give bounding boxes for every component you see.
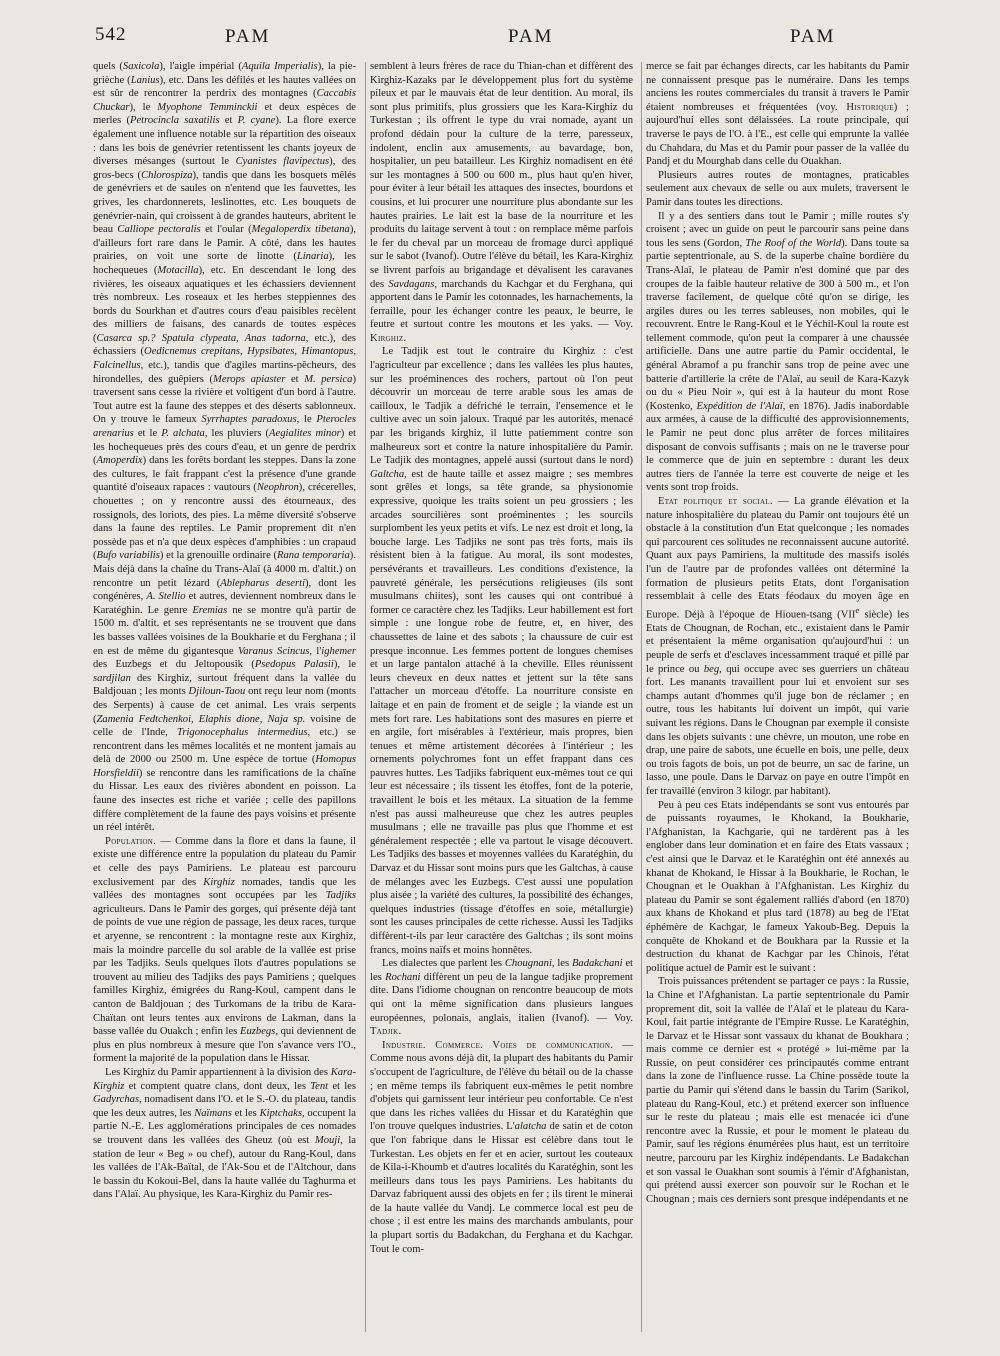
paragraph: Le Tadjik est tout le contraire du Kirghiz : c'est l'agriculteur par excellence ; dans les vallées les plus hautes, sur les proéminences des rochers, partout où l'on peut découvrir un morceau de terre arable sous les amas de cailloux, le Tadjik a défriché le terrain, l'ensemence et le cultive avec un soin jaloux. Traqué par les autorités, menacé par les brigands kirghiz, il lutte patiemment contre son malheureux sort et contre la nature inhospitalière du Pamir. Le Tadjik des montagnes, appelé aussi (surtout dans le nord) Galtcha, est de haute taille et assez maigre ; ses membres sont grêles et longs, sa tête grande, sa physionomie expressive, quoique les traits soient un peu grossiers ; les arcades sourcilières sont proéminentes ; les sourcils surplombent les yeux petits et vifs. Le nez est droit et long, la bouche large. Les Tadjiks ne sont pas très forts, mais ils résistent bien à la fatigue. Au moral, ils sont modestes, persévérants et travailleurs. Les conditions d'existence, la pauvreté générale, les persécutions religieuses (ils sont musulmans chiites), sont les causes qui ont contribué à former ce caractère chez les Tadjiks. Leur habillement est fort simple : une longue robe de feutre, et, en hiver, des chaussettes de laine et des sabots ; la chaussure de cuir est presque inconnue. Les femmes portent de longues chemises et un large pantalon attaché à la cheville. Elles réunissent leurs cheveux en deux nattes et jettent sur la tête sans l'attacher un morceau d'étoffe. La nourriture consiste en laitage et en pain de froment et de seigle ; la viande est un mets fort rare. Les habitations sont des masures en pierre et en argile, fort misérables à l'extérieur, mais propres, bien tenues et même artistement décorées à l'intérieur ; les ornements polychromes font un effet frappant dans ces pauvres huttes. Les Tadjiks fabriquent eux-mêmes tout ce qui leur est nécessaire ; ils tissent les étoffes, font de la poterie, travaillent le bois et les métaux. La situation de la femme n'est pas aussi malheureuse que chez les autres peuples musulmans ; elle ne travaille pas plus que l'homme et est généralement respectée ; elle va partout le visage découvert. Les Tadjiks des basses et moyennes vallées du Karatéghin, du Darvaz et du Hissar sont moins purs que les Galtchas, à cause de mélanges avec les Euzbegs. C'est aussi une population plus aisée ; la variété des cultures, la possibilité des échanges, quelques industries (tissage d'étoffes en soie, métallurgie) sont les causes principales de cette richesse. Aussi les Tadjiks diffèrent-t-ils par leur caractère des Galtchas ; ils sont moins francs, moins naïfs et moins honnêtes.	[370, 346, 633, 956]
paragraph: Les Kirghiz du Pamir appartiennent à la division des Kara-Kirghiz et comptent quatre clans, dont deux, les Tent et les Gadyrchas, nomadisent dans l'O. et le S.-O. du plateau, tandis que les deux autres, les Naïmans et les Kiptchaks, occupent la partie N.-E. Les agglomérations principales de ces nomades se trouvent dans les vallées des Gheuz (où est Mouji, la station de leur « Beg » ou chef), autour du Rang-Koul, dans les vallées de l'Ak-Baïtal, de l'Ak-Sou et de l'Altchour, dans le bassin du Kokoui-Bel, dans la haute vallée du Taghurma et dans l'Alaï. Au physique, les Kara-Kirghiz du Pamir res-	[93, 1066, 356, 1201]
paragraph: Etat politique et social. — La grande élévation et la nature inhospitalière du plateau du Pamir ont toujours été un obstacle à la constitution d'un Etat quelconque ; les nomades qui parcourent ces solitudes ne reconnaissent aucune autorité. Quant aux pays Pamiriens, la multitude des massifs isolés l'un de l'autre par de profondes vallées ont déterminé la formation de plusieurs petits Etats, dont l'organisation ressemblait à celle des Etats féodaux du moyen âge en Europe. Déjà à l'époque de Hiouen-tsang (VIIe siècle) les Etats de Chougnan, de Rochan, etc., existaient dans le Pamir et présentaient la même organisation qu'aujourd'hui : un peuple de serfs et d'esclaves incessamment traqué et pillé par le prince ou beg, qui occupe avec ses guerriers un château fort. Les manants travaillent pour lui et envoient sur ses champs autant d'hommes qu'il juge bon de réclamer ; en outre, tous les habitants lui doivent un impôt, qui varie suivant les régions. Dans le Chougnan par exemple il consiste dans les objets suivants : une chèvre, un mouton, une robe en drap, une paire de sabots, une écuelle en bois, une pelle, deux ou trois fagots de bois, un pot de beurre, un sac de farine, un lasso, une poule. Dans le Darvaz on paye en outre l'impôt en fer travaillé (environ 3 kilogr. par habitant).	[646, 496, 909, 797]
paragraph: merce se fait par échanges directs, car les habitants du Pamir ne connaissent presque pas le numéraire. Dans les temps anciens les routes commerciales du transit à travers le Pamir étaient nombreuses et fréquentées (voy. Historique) ; aujourd'hui elles sont délaissées. La route principale, qui traverse le pays de l'O. à l'E., est celle qui emprunte la vallée du Chahdara, du Mas et du Pamir pour passer de la vallée du Pandj et du Mourghab dans celle du Ouakhan.	[646, 61, 909, 168]
running-head-right: PAM	[790, 26, 836, 47]
running-head-center: PAM	[508, 26, 554, 47]
paragraph: Les dialectes que parlent les Chougnani, les Badakchani et les Rochani diffèrent un peu de la langue tadjike proprement dite. Dans l'idiome chougnan on rencontre beaucoup de mots qui ont la même signification dans plusieurs langues européennes, polonais, anglais, italien (Ivanof). — Voy. Tadjik.	[370, 958, 633, 1038]
paragraph: Plusieurs autres routes de montagnes, praticables seulement aux chevaux de selle ou aux mulets, traversent le Pamir dans toutes les directions.	[646, 169, 909, 208]
paragraph: semblent à leurs frères de race du Thian-chan et diffèrent des Kirghiz-Kazaks par le développement plus fort du système pileux et par le mauvais état de leur dentition. Au moral, ils sont plus primitifs, plus grossiers que les Kara-Kirghiz du Turkestan ; ils offrent le type du vrai nomade, ayant un profond dédain pour la culture de la terre, paresseux, indolent, enclin aux amusements, au bavardage, bon, hospitalier, un peu batailleur. Les Kirghiz nomadisent en été sur les montagnes à 500 ou 600 m., plus haut qu'en hiver, pour éviter à leur bétail les attaques des insectes, bourdons et cousins, et lui procurer une nourriture plus abondante sur les hautes prairies. Le lait est la base de la nourriture et les produits du laitage servent à tout : on remplace même parfois le fer du cheval par un morceau de fromage durci appliqué sur le sabot (Ivanof). Outre l'élève du bétail, les Kara-Kirghiz se livrent parfois au brigandage et dévalisent les caravanes des Savdagans, marchands du Kachgar et du Ferghana, qui apportent dans le Pamir les cotonnades, les harnachements, la ferraille, pour les échanger contre les peaux, le beurre, le feutre et surtout contre les moutons et les yaks. — Voy. Kirghiz.	[370, 61, 633, 344]
paragraph: Population. — Comme dans la flore et dans la faune, il existe une différence entre la population du plateau du Pamir et celle des pays Pamiriens. Le plateau est parcouru exclusivement par des Kirghiz nomades, tandis que les vallées des montagnes sont occupées par les Tadjiks agriculteurs. Dans le Pamir des gorges, qui présente déjà tant de points de vue une région de passage, les deux races, turque et aryenne, se rencontrent : la montagne reste aux Kirghiz, mais la moindre parcelle du sol arable de la vallée est prise par les Tadjiks. Seuls quelques îlots d'autres populations se trouvent au milieu des Tadjiks des pays Pamiriens ; quelques familles Kirghiz, émigrées du Rang-Koul, campent dans le canton de Baldjouan ; des Turkomans de la tribu de Kara-Chaïtan ont leurs tentes aux environs de Lakman, dans la basse vallée du Ouakch ; enfin les Euzbegs, qui deviennent de plus en plus nombreux à mesure que l'on s'avance vers l'O., forment la majorité de la population dans le Hissar.	[93, 835, 356, 1065]
text-column-right	[646, 60, 909, 1340]
column-divider	[365, 62, 366, 1332]
paragraph: Trois puissances prétendent se partager ce pays : la Russie, la Chine et l'Afghanistan. La partie septentrionale du Pamir proprement dit, soit la vallée de l'Alaï et le plateau du Kara-Koul, fait partie intégrante de l'Empire Russe. Le Karatéghin, le Darvaz et le Hissar sont vassaux du khanat de Boukhara ; mais comme ce dernier est « protégé » lui-même par la Russie, on peut considérer ces principautés comme entrant dans la zone de l'influence russe. La Chine possède toute la partie du Pamir qui s'étend dans le bassin du Tarim (Sarikol, plateau du Rang-Koul, etc.) et prétend exercer son influence sur le reste du plateau ; mais elle est menacée ici d'une rencontre avec la Russie, et pour le moment le plateau du Pamir, sauf les régions énumérées plus haut, est un territoire neutre, parcouru par les Kirghiz indépendants. Le Badakchan et son vassal le Ouakhan sont soumis à l'émir d'Afghanistan, qui prétend aussi exercer son pouvoir sur le Rochan et le Chougnan ; mais ces derniers sont presque indépendants et ne	[646, 976, 909, 1205]
running-head-left: PAM	[225, 26, 271, 47]
paragraph: Industrie. Commerce. Voies de communication. — Comme nous avons déjà dit, la plupart des habitants du Pamir s'occupent de l'agriculture, de l'élève du bétail ou de la chasse ; en même temps ils fabriquent eux-mêmes le petit nombre d'objets qui garnissent leur intérieur peu confortable. Ce n'est que dans les riches vallées du Hissar et du Karatéghin que l'on trouve quelques industries. L'alatcha de satin et de coton que l'on fabrique dans le Hissar est célèbre dans tout le Turkestan. Les objets en fer et en acier, surtout les couteaux de Kila-i-Khoumb et d'autres localités du Karatéghin, sont les meilleurs dans tous les pays Pamiriens. Les habitants du Darvaz fabriquent aussi des objets en fer ; ils tirent le minerai de la haute vallée du Vandj. Le commerce local est peu de chose ; il est entre les mains des marchands ambulants, pour la plupart sortis du Badakchan, du Ferghana et du Kachgar. Tout le com-	[370, 1039, 633, 1255]
paragraph: quels (Saxicola), l'aigle impérial (Aquila Imperialis), la pie-grièche (Lanius), etc. Dans les défilés et les hautes vallées on est sûr de rencontrer la perdrix des montagnes (Caccabis Chuckar), le Myophone Temminckii et deux espèces de merles (Petrocincla saxatilis et P. cyane). La flore exerce également une influence notable sur la répartition des oiseaux : dans les bois de genévrier retentissent les chants joyeux de diverses mésanges (surtout le Cyanistes flavipectus), des gros-becs (Chlorospiza), tandis que dans les bosquets mêlés de genévriers et de saules on n'entend que les fauvettes, les grives, les chardonnerets, leslinottes, etc. Les bouquets de genévrier-nain, qui croissent à de grandes hauteurs, abritent le beau Calliope pectoralis et l'oular (Megaloperdix tibetana), d'ailleurs fort rare dans le Pamir. A côté, dans les hautes prairies, on voit une sorte de linotte (Linaria), les hochequeues (Motacilla), etc. En descendant le long des rivières, les oiseaux aquatiques et les échassiers deviennent très nombreux. Les roseaux et les herbes steppiennes des bords du Sourkhan et d'autres cours d'eau paisibles recèlent des milliers de faisans, des canards de toutes espèces (Casarca sp.? Spatula clypeata, Anas tadorna, etc.), des échassiers (Oedicnemus crepitans, Hypsibates, Himantopus, Falcinellus, etc.), tandis que d'agiles martins-pêcheurs, des hirondelles, des guêpiers (Merops apiaster et M. persica) traversent sans cesse la rivière et voltigent d'un bord à l'autre. Tout autre est la faune des steppes et des déserts sablonneux. On y trouve le fameux Syrrhaptes paradoxus, le Pterocles arenarius et le P. alchata, les pluviers (Aegialites minor) et les hochequeues près des cours d'eau, et un genre de perdrix (Amoperdix) dans les forêts bordant les steppes. Dans la zone des cultures, le fait frappant c'est la présence d'une grande quantité d'oiseaux rapaces : vautours (Neophron), crécerelles, chouettes ; on y rencontre aussi des étourneaux, des rossignols, des loriots, des pies. La même diversité s'observe dans la faune des reptiles. Le Pamir proprement dit n'en possède pas et n'a que deux espèces d'amphibies : un crapaud (Bufo variabilis) et la grenouille ordinaire (Rana temporaria). Mais déjà dans la chaîne du Trans-Alaï (à 4000 m. d'altit.) on rencontre un petit lézard (Ablepharus deserti), dont les congénères, A. Stellio et autres, deviennent nombreux dans le Karatéghin. Le genre Eremias ne se montre qu'à partir de 1500 m. d'altit. et ses représentants ne se trouvent que dans les basses vallées voisines de la Boukharie et du Ferghana ; il en est de même du gigantesque Varanus Scincus, l'ighemer des Euzbegs et du Jeltopousik (Psedopus Palasii), le sardjilan des Kirghiz, surtout fréquent dans la vallée du Baldjouan ; les monts Djiloun-Taou ont reçu leur nom (monts des Serpents) à cause de cet animal. Les vrais serpents (Zamenia Fedtchenkoi, Elaphis dione, Naja sp. voisine de celle de l'Inde, Trigonocephalus intermedius, etc.) se rencontrent dans les mêmes localités et ne montent jamais au delà de 2000 ou 2500 m. Une espèce de tortue (Homopus Horsfieldii) se rencontre dans les ramifications de la chaîne du Hissar. Les eaux des rivières abondent en poisson. La faune des insectes est riche et variée ; celle des papillons diffère complètement de la faune des pays voisins et présente un réel intérêt.	[93, 61, 356, 834]
page-number: 542	[95, 24, 127, 45]
paragraph: Il y a des sentiers dans tout le Pamir ; mille routes s'y croisent ; avec un guide on peut le parcourir sans peine dans tous les sens (Gordon, The Roof of the World). Dans toute sa partie septentrionale, au S. de la superbe chaîne bordière du Trans-Alaï, le plateau de Pamir n'est dominé que par des croupes de la faible hauteur relative de 300 à 500 m., et l'on traverse facilement, de quelque côté qu'on se dirige, les argiles dures ou les terres sableuses, non mobiles, qui le recouvrent. Entre le Rang-Koul et le Yéchil-Koul la route est tellement commode, qu'on peut la comparer à une chaussée artificielle. Dans une autre partie du Pamir occidental, le général Abramof a pu franchir sans trop de peine avec une batterie d'artillerie la crête de l'Alaï, au seuil de Kara-Kazyk ou du « Pieu Noir », qui est à la hauteur du mont Rose (Kostenko, Expédition de l'Alaï, en 1876). Jadis inabordable aux armées, à cause de la difficulté des approvisionnements, le Pamir ne peut donc plus arrêter de forces militaires disposant de convois suffisants ; mais on ne le traverse pour le commerce que de juin en septembre : durant les deux autres tiers de l'année la terre est couverte de neige et les vents sont trop froids.	[646, 210, 909, 494]
text-column-left	[93, 60, 356, 1340]
paragraph: Peu à peu ces Etats indépendants se sont vus entourés par de puissants royaumes, le Khokand, la Boukharie, l'Afghanistan, la Kachgarie, qui ne tardèrent pas à les englober dans leur domination et en faire des Etats vassaux ; c'est ainsi que le Darvaz et le Karatéghin ont été annexés au khanat de Khokand, le Hissar à la Boukharie, le Rochan, le Chougnan et le Ouakhan à l'Afghanistan. Les Kirghiz du plateau du Pamir se sont également ralliés d'abord (en 1870) aux khans de Khokand et plus tard (1878) au beg de l'Etat éphémère de Kachgar, le fameux Yakoub-Beg. Depuis la conquête de Khokand et de Boukhara par la Russie et la destruction du khanat de Kachgar par les Chinois, l'état politique actuel de Pamir est le suivant :	[646, 799, 909, 974]
text-column-middle	[370, 60, 633, 1340]
column-divider	[641, 62, 642, 1332]
